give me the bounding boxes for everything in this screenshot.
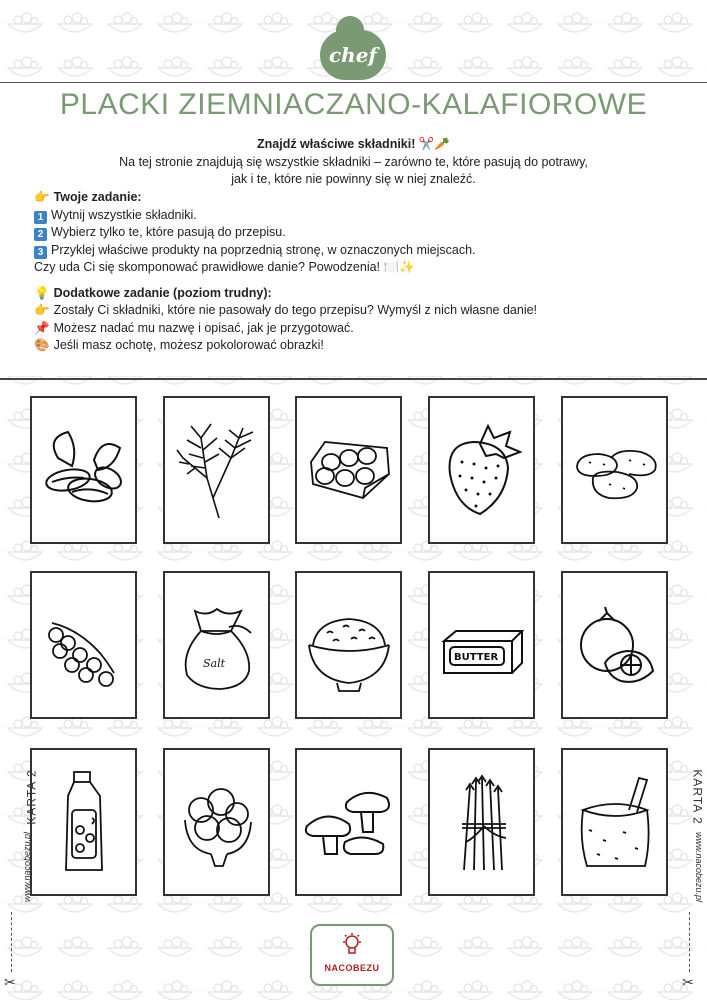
strawberry-icon	[436, 418, 528, 522]
ingredient-card-dill[interactable]	[163, 396, 270, 544]
task-label: Twoje zadanie:	[53, 190, 142, 204]
oil-bottle-icon	[38, 770, 130, 874]
extra-item-3: Jeśli masz ochotę, możesz pokolorować obrazki!	[53, 338, 324, 352]
cut-guide-right	[689, 912, 690, 972]
instructions-line-1: Na tej stronie znajdują się wszystkie składniki – zarówno te, które pasują do potrawy,	[119, 154, 588, 169]
chef-badge	[320, 30, 386, 80]
pistachio-icon	[38, 418, 130, 522]
cut-guide-left	[11, 912, 12, 972]
ingredient-card-pistachios[interactable]	[30, 396, 137, 544]
step-2: Wybierz tylko te, które pasują do przepisu.	[51, 225, 286, 239]
logo-text: NACOBEZU	[324, 963, 380, 973]
side-label-right: KARTA 2	[690, 769, 705, 825]
ingredient-card-strawberry[interactable]	[428, 396, 535, 544]
instructions-heading: Znajdź właściwe składniki! ✂️🥕	[257, 137, 450, 151]
pointing-hand-icon: 👉	[34, 190, 50, 204]
ingredient-card-asparagus[interactable]	[428, 748, 535, 896]
asparagus-icon	[436, 770, 528, 874]
flour-sack-icon	[569, 770, 661, 874]
ingredient-card-potatoes[interactable]	[561, 396, 668, 544]
cut-line	[0, 378, 707, 380]
cauliflower-icon	[171, 770, 263, 874]
potatoes-icon	[569, 418, 661, 522]
step-1: Wytnij wszystkie składniki.	[51, 207, 197, 222]
extra-task-label: Dodatkowe zadanie (poziom trudny):	[53, 285, 272, 300]
ingredient-card-flour[interactable]	[561, 748, 668, 896]
site-url-right: www.nacobezu.pl	[694, 831, 705, 903]
ingredient-card-oil[interactable]	[30, 748, 137, 896]
lightbulb-icon: 💡	[34, 285, 50, 300]
extra-item-2: Możesz nadać mu nazwę i opisać, jak je przygotować.	[53, 320, 354, 335]
page-title: PLACKI ZIEMNIACZANO-KALAFIOROWE	[59, 88, 648, 121]
chef-badge-text: chef	[328, 43, 378, 67]
chef-hat-icon	[336, 16, 364, 36]
pin-icon: 📌	[34, 320, 50, 335]
nacobezu-logo	[310, 924, 394, 986]
closing-line: Czy uda Ci się skomponować prawidłowe danie? Powodzenia! 🍽️✨	[34, 260, 415, 274]
egg-carton-icon	[303, 418, 395, 522]
side-label-left: KARTA 2	[24, 769, 39, 825]
ingredient-card-cauliflower[interactable]	[163, 748, 270, 896]
dill-icon	[171, 418, 263, 522]
lightbulb-icon	[341, 932, 363, 958]
ingredient-card-butter[interactable]	[428, 571, 535, 719]
cherry-tomatoes-icon	[38, 593, 130, 697]
instructions-line-2: jak i te, które nie powinny się w niej znaleźć.	[231, 172, 476, 186]
step-3-icon: 3	[34, 246, 47, 259]
header-rule	[0, 82, 707, 83]
scissors-icon: ✂	[682, 974, 694, 990]
ingredient-card-eggs[interactable]	[295, 396, 402, 544]
scissors-icon: ✂	[4, 974, 16, 990]
ingredient-card-salt[interactable]	[163, 571, 270, 719]
pointing-hand-icon: 👉	[34, 303, 50, 317]
tomato-icon	[569, 593, 661, 697]
instructions	[0, 136, 707, 352]
mushrooms-icon	[303, 770, 395, 874]
step-2-icon: 2	[34, 228, 47, 241]
step-3: Przyklej właściwe produkty na poprzednią stronę, w oznaczonych miejscach.	[51, 242, 476, 257]
palette-icon: 🎨	[34, 338, 50, 352]
extra-item-1: Zostały Ci składniki, które nie pasowały do tego przepisu? Wymyśl z nich własne danie!	[53, 303, 538, 317]
butter-label: BUTTER	[454, 652, 499, 663]
butter-icon	[436, 593, 528, 697]
ingredient-card-cottage-cheese[interactable]	[295, 571, 402, 719]
cottage-cheese-icon	[303, 593, 395, 697]
ingredient-card-tomato[interactable]	[561, 571, 668, 719]
salt-label: Salt	[203, 657, 226, 670]
salt-bag-icon	[171, 593, 263, 697]
ingredient-card-mushrooms[interactable]	[295, 748, 402, 896]
site-url-left: www.nacobezu.pl	[22, 831, 33, 903]
ingredient-card-cherry-tomatoes[interactable]	[30, 571, 137, 719]
step-1-icon: 1	[34, 211, 47, 224]
